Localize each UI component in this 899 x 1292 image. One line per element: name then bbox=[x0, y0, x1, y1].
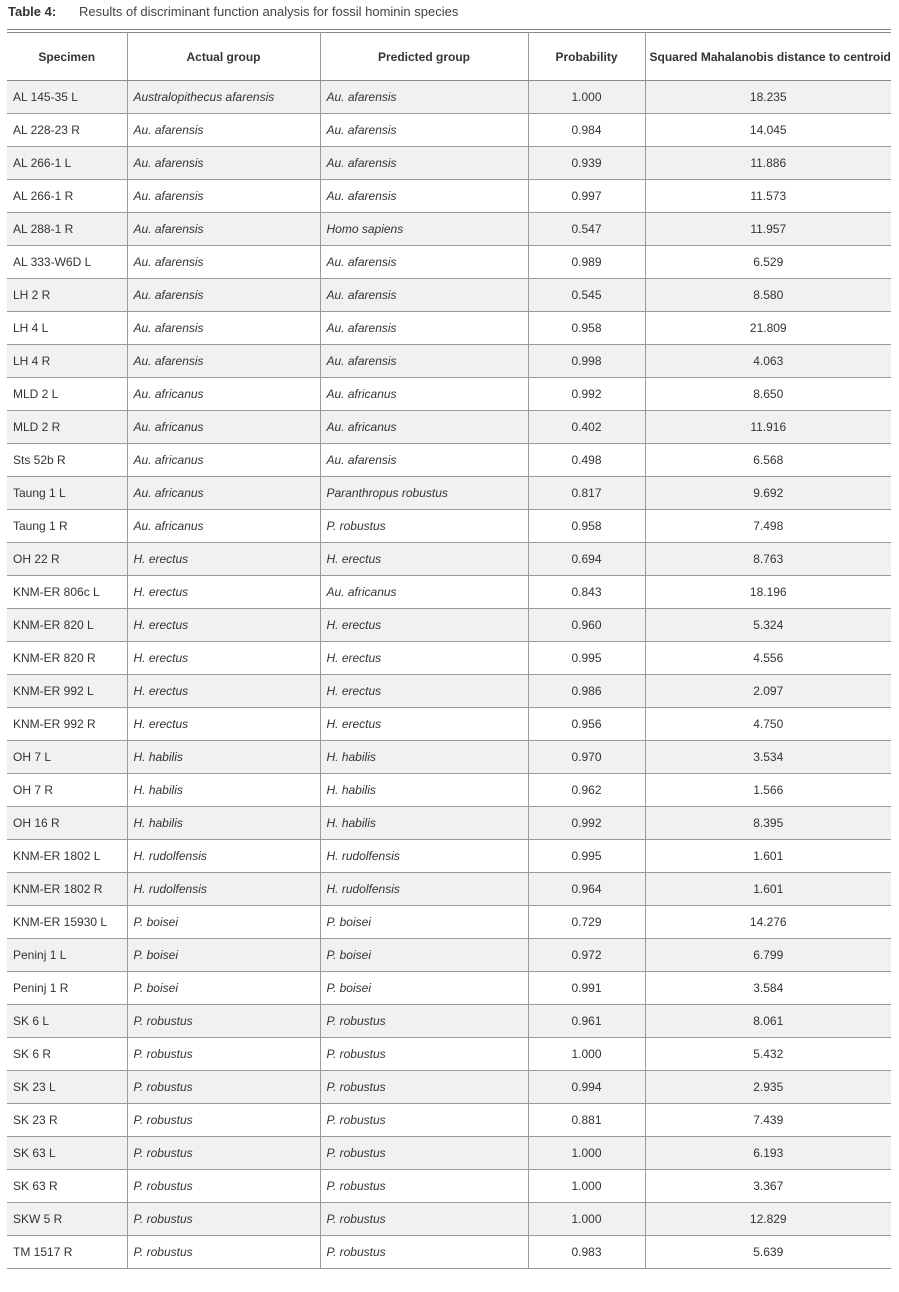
table-row bbox=[7, 741, 891, 774]
cell-predicted-group: Au. afarensis bbox=[320, 246, 528, 279]
table-row bbox=[7, 81, 891, 114]
cell-predicted-group: Au. afarensis bbox=[320, 81, 528, 114]
cell-distance: 3.534 bbox=[645, 741, 891, 774]
cell-probability: 0.545 bbox=[528, 279, 645, 312]
cell-distance: 9.692 bbox=[645, 477, 891, 510]
cell-distance: 12.829 bbox=[645, 1203, 891, 1236]
cell-distance: 5.639 bbox=[645, 1236, 891, 1269]
table-row bbox=[7, 939, 891, 972]
cell-specimen: KNM-ER 1802 R bbox=[7, 873, 127, 906]
cell-specimen: KNM-ER 806c L bbox=[7, 576, 127, 609]
cell-distance: 6.193 bbox=[645, 1137, 891, 1170]
cell-predicted-group: H. erectus bbox=[320, 675, 528, 708]
header-row bbox=[7, 33, 891, 81]
cell-actual-group: P. robustus bbox=[127, 1203, 320, 1236]
table-row bbox=[7, 906, 891, 939]
cell-actual-group: P. robustus bbox=[127, 1038, 320, 1071]
cell-probability: 0.843 bbox=[528, 576, 645, 609]
cell-actual-group: H. erectus bbox=[127, 576, 320, 609]
table-row bbox=[7, 1137, 891, 1170]
table-row bbox=[7, 312, 891, 345]
cell-predicted-group: Au. afarensis bbox=[320, 114, 528, 147]
cell-actual-group: H. erectus bbox=[127, 543, 320, 576]
cell-probability: 0.402 bbox=[528, 411, 645, 444]
cell-predicted-group: Au. afarensis bbox=[320, 345, 528, 378]
cell-predicted-group: Au. afarensis bbox=[320, 444, 528, 477]
cell-specimen: KNM-ER 15930 L bbox=[7, 906, 127, 939]
cell-specimen: AL 266-1 L bbox=[7, 147, 127, 180]
cell-specimen: TM 1517 R bbox=[7, 1236, 127, 1269]
cell-probability: 0.992 bbox=[528, 807, 645, 840]
cell-specimen: SK 6 R bbox=[7, 1038, 127, 1071]
cell-distance: 5.432 bbox=[645, 1038, 891, 1071]
cell-actual-group: H. habilis bbox=[127, 807, 320, 840]
table-row bbox=[7, 147, 891, 180]
cell-distance: 14.276 bbox=[645, 906, 891, 939]
cell-predicted-group: Au. afarensis bbox=[320, 279, 528, 312]
cell-actual-group: Au. africanus bbox=[127, 378, 320, 411]
cell-specimen: AL 333-W6D L bbox=[7, 246, 127, 279]
table-row bbox=[7, 1071, 891, 1104]
table-row bbox=[7, 279, 891, 312]
cell-distance: 11.957 bbox=[645, 213, 891, 246]
cell-probability: 1.000 bbox=[528, 1170, 645, 1203]
cell-probability: 0.998 bbox=[528, 345, 645, 378]
table-row bbox=[7, 411, 891, 444]
cell-specimen: OH 22 R bbox=[7, 543, 127, 576]
cell-predicted-group: P. robustus bbox=[320, 1038, 528, 1071]
cell-actual-group: Au. afarensis bbox=[127, 180, 320, 213]
cell-predicted-group: P. robustus bbox=[320, 1203, 528, 1236]
cell-specimen: Taung 1 R bbox=[7, 510, 127, 543]
cell-probability: 0.995 bbox=[528, 642, 645, 675]
cell-actual-group: P. robustus bbox=[127, 1137, 320, 1170]
cell-probability: 0.994 bbox=[528, 1071, 645, 1104]
table-row bbox=[7, 444, 891, 477]
cell-actual-group: H. rudolfensis bbox=[127, 840, 320, 873]
cell-predicted-group: Homo sapiens bbox=[320, 213, 528, 246]
cell-distance: 4.063 bbox=[645, 345, 891, 378]
cell-actual-group: Au. africanus bbox=[127, 477, 320, 510]
cell-specimen: SK 63 L bbox=[7, 1137, 127, 1170]
cell-predicted-group: H. habilis bbox=[320, 774, 528, 807]
top-rule bbox=[7, 29, 891, 30]
cell-predicted-group: H. erectus bbox=[320, 609, 528, 642]
cell-specimen: LH 4 R bbox=[7, 345, 127, 378]
cell-distance: 8.763 bbox=[645, 543, 891, 576]
cell-probability: 0.547 bbox=[528, 213, 645, 246]
table-title: Results of discriminant function analysis for fossil hominin species bbox=[79, 4, 459, 19]
cell-specimen: Sts 52b R bbox=[7, 444, 127, 477]
table-label: Table 4: bbox=[8, 4, 57, 19]
table-row bbox=[7, 1203, 891, 1236]
cell-specimen: OH 7 R bbox=[7, 774, 127, 807]
cell-predicted-group: P. robustus bbox=[320, 1104, 528, 1137]
cell-actual-group: Au. africanus bbox=[127, 411, 320, 444]
cell-specimen: LH 2 R bbox=[7, 279, 127, 312]
cell-probability: 0.958 bbox=[528, 510, 645, 543]
cell-probability: 0.881 bbox=[528, 1104, 645, 1137]
table-row bbox=[7, 114, 891, 147]
cell-distance: 3.367 bbox=[645, 1170, 891, 1203]
cell-distance: 18.235 bbox=[645, 81, 891, 114]
header-probability: Probability bbox=[528, 33, 645, 81]
cell-probability: 0.817 bbox=[528, 477, 645, 510]
cell-distance: 14.045 bbox=[645, 114, 891, 147]
table-row bbox=[7, 246, 891, 279]
cell-predicted-group: P. boisei bbox=[320, 906, 528, 939]
table-row bbox=[7, 609, 891, 642]
cell-actual-group: H. rudolfensis bbox=[127, 873, 320, 906]
cell-probability: 0.958 bbox=[528, 312, 645, 345]
cell-distance: 11.886 bbox=[645, 147, 891, 180]
cell-distance: 6.568 bbox=[645, 444, 891, 477]
cell-predicted-group: Au. afarensis bbox=[320, 147, 528, 180]
cell-predicted-group: P. robustus bbox=[320, 1071, 528, 1104]
cell-probability: 0.729 bbox=[528, 906, 645, 939]
table-caption bbox=[8, 3, 458, 21]
table-row bbox=[7, 510, 891, 543]
table-row bbox=[7, 345, 891, 378]
cell-probability: 0.961 bbox=[528, 1005, 645, 1038]
cell-actual-group: P. robustus bbox=[127, 1005, 320, 1038]
cell-distance: 3.584 bbox=[645, 972, 891, 1005]
cell-specimen: KNM-ER 992 L bbox=[7, 675, 127, 708]
cell-specimen: SK 6 L bbox=[7, 1005, 127, 1038]
cell-actual-group: H. habilis bbox=[127, 741, 320, 774]
cell-predicted-group: P. robustus bbox=[320, 1236, 528, 1269]
cell-actual-group: H. erectus bbox=[127, 609, 320, 642]
cell-predicted-group: Au. africanus bbox=[320, 378, 528, 411]
cell-distance: 4.556 bbox=[645, 642, 891, 675]
cell-probability: 0.960 bbox=[528, 609, 645, 642]
table-row bbox=[7, 576, 891, 609]
cell-specimen: Peninj 1 L bbox=[7, 939, 127, 972]
cell-predicted-group: Au. afarensis bbox=[320, 312, 528, 345]
cell-distance: 8.580 bbox=[645, 279, 891, 312]
cell-distance: 7.498 bbox=[645, 510, 891, 543]
cell-actual-group: Au. afarensis bbox=[127, 213, 320, 246]
cell-specimen: AL 266-1 R bbox=[7, 180, 127, 213]
header-actual-group: Actual group bbox=[127, 33, 320, 81]
table-row bbox=[7, 1170, 891, 1203]
table-row bbox=[7, 642, 891, 675]
cell-predicted-group: P. boisei bbox=[320, 939, 528, 972]
cell-predicted-group: Au. africanus bbox=[320, 576, 528, 609]
results-table bbox=[7, 33, 891, 1269]
cell-distance: 6.529 bbox=[645, 246, 891, 279]
cell-predicted-group: H. rudolfensis bbox=[320, 873, 528, 906]
cell-actual-group: H. erectus bbox=[127, 675, 320, 708]
cell-actual-group: Au. afarensis bbox=[127, 279, 320, 312]
cell-probability: 1.000 bbox=[528, 1203, 645, 1236]
table-row bbox=[7, 708, 891, 741]
table-row bbox=[7, 378, 891, 411]
cell-actual-group: H. erectus bbox=[127, 708, 320, 741]
cell-distance: 8.061 bbox=[645, 1005, 891, 1038]
cell-probability: 0.989 bbox=[528, 246, 645, 279]
cell-predicted-group: Au. afarensis bbox=[320, 180, 528, 213]
cell-predicted-group: H. erectus bbox=[320, 543, 528, 576]
cell-specimen: KNM-ER 992 R bbox=[7, 708, 127, 741]
cell-probability: 0.970 bbox=[528, 741, 645, 774]
table-row bbox=[7, 972, 891, 1005]
cell-specimen: LH 4 L bbox=[7, 312, 127, 345]
cell-actual-group: Au. afarensis bbox=[127, 345, 320, 378]
cell-probability: 1.000 bbox=[528, 81, 645, 114]
cell-distance: 8.650 bbox=[645, 378, 891, 411]
cell-distance: 2.935 bbox=[645, 1071, 891, 1104]
cell-probability: 0.498 bbox=[528, 444, 645, 477]
cell-distance: 4.750 bbox=[645, 708, 891, 741]
cell-predicted-group: P. robustus bbox=[320, 1170, 528, 1203]
header-predicted-group: Predicted group bbox=[320, 33, 528, 81]
cell-distance: 7.439 bbox=[645, 1104, 891, 1137]
cell-probability: 0.997 bbox=[528, 180, 645, 213]
cell-predicted-group: H. habilis bbox=[320, 807, 528, 840]
cell-actual-group: Au. africanus bbox=[127, 510, 320, 543]
cell-specimen: AL 228-23 R bbox=[7, 114, 127, 147]
cell-probability: 0.972 bbox=[528, 939, 645, 972]
cell-specimen: OH 16 R bbox=[7, 807, 127, 840]
cell-distance: 2.097 bbox=[645, 675, 891, 708]
cell-distance: 1.601 bbox=[645, 873, 891, 906]
cell-actual-group: Au. afarensis bbox=[127, 246, 320, 279]
cell-predicted-group: P. robustus bbox=[320, 510, 528, 543]
cell-actual-group: P. robustus bbox=[127, 1170, 320, 1203]
cell-specimen: Peninj 1 R bbox=[7, 972, 127, 1005]
cell-actual-group: P. boisei bbox=[127, 906, 320, 939]
cell-actual-group: Au. afarensis bbox=[127, 114, 320, 147]
table-row bbox=[7, 1038, 891, 1071]
cell-specimen: KNM-ER 820 L bbox=[7, 609, 127, 642]
cell-distance: 11.916 bbox=[645, 411, 891, 444]
cell-probability: 0.991 bbox=[528, 972, 645, 1005]
cell-specimen: Taung 1 L bbox=[7, 477, 127, 510]
cell-specimen: AL 288-1 R bbox=[7, 213, 127, 246]
cell-predicted-group: P. robustus bbox=[320, 1137, 528, 1170]
table-row bbox=[7, 543, 891, 576]
cell-actual-group: P. boisei bbox=[127, 939, 320, 972]
cell-specimen: SK 23 L bbox=[7, 1071, 127, 1104]
cell-distance: 18.196 bbox=[645, 576, 891, 609]
cell-probability: 0.964 bbox=[528, 873, 645, 906]
cell-probability: 0.939 bbox=[528, 147, 645, 180]
cell-specimen: MLD 2 R bbox=[7, 411, 127, 444]
cell-specimen: MLD 2 L bbox=[7, 378, 127, 411]
cell-probability: 0.956 bbox=[528, 708, 645, 741]
cell-distance: 11.573 bbox=[645, 180, 891, 213]
cell-probability: 1.000 bbox=[528, 1038, 645, 1071]
cell-predicted-group: H. habilis bbox=[320, 741, 528, 774]
cell-actual-group: Au. afarensis bbox=[127, 147, 320, 180]
cell-specimen: OH 7 L bbox=[7, 741, 127, 774]
cell-specimen: SKW 5 R bbox=[7, 1203, 127, 1236]
cell-specimen: SK 23 R bbox=[7, 1104, 127, 1137]
cell-predicted-group: Paranthropus robustus bbox=[320, 477, 528, 510]
cell-actual-group: Au. afarensis bbox=[127, 312, 320, 345]
table-row bbox=[7, 873, 891, 906]
cell-probability: 0.986 bbox=[528, 675, 645, 708]
cell-probability: 0.983 bbox=[528, 1236, 645, 1269]
cell-distance: 1.566 bbox=[645, 774, 891, 807]
cell-predicted-group: H. erectus bbox=[320, 642, 528, 675]
table-row bbox=[7, 213, 891, 246]
table-row bbox=[7, 675, 891, 708]
cell-distance: 21.809 bbox=[645, 312, 891, 345]
table-row bbox=[7, 1005, 891, 1038]
cell-actual-group: P. boisei bbox=[127, 972, 320, 1005]
cell-predicted-group: H. erectus bbox=[320, 708, 528, 741]
cell-predicted-group: P. robustus bbox=[320, 1005, 528, 1038]
table-body bbox=[7, 81, 891, 1269]
cell-probability: 0.995 bbox=[528, 840, 645, 873]
table-row bbox=[7, 807, 891, 840]
cell-specimen: KNM-ER 820 R bbox=[7, 642, 127, 675]
cell-probability: 1.000 bbox=[528, 1137, 645, 1170]
cell-probability: 0.992 bbox=[528, 378, 645, 411]
cell-probability: 0.962 bbox=[528, 774, 645, 807]
cell-actual-group: Au. africanus bbox=[127, 444, 320, 477]
cell-actual-group: H. erectus bbox=[127, 642, 320, 675]
cell-distance: 1.601 bbox=[645, 840, 891, 873]
cell-specimen: SK 63 R bbox=[7, 1170, 127, 1203]
cell-predicted-group: Au. africanus bbox=[320, 411, 528, 444]
cell-distance: 6.799 bbox=[645, 939, 891, 972]
cell-actual-group: H. habilis bbox=[127, 774, 320, 807]
cell-probability: 0.984 bbox=[528, 114, 645, 147]
header-specimen: Specimen bbox=[7, 33, 127, 81]
cell-predicted-group: H. rudolfensis bbox=[320, 840, 528, 873]
cell-specimen: KNM-ER 1802 L bbox=[7, 840, 127, 873]
cell-predicted-group: P. boisei bbox=[320, 972, 528, 1005]
table-row bbox=[7, 1104, 891, 1137]
cell-probability: 0.694 bbox=[528, 543, 645, 576]
table-row bbox=[7, 477, 891, 510]
table-row bbox=[7, 180, 891, 213]
header-distance: Squared Mahalanobis distance to centroid bbox=[645, 33, 891, 81]
table-row bbox=[7, 840, 891, 873]
cell-distance: 5.324 bbox=[645, 609, 891, 642]
cell-actual-group: P. robustus bbox=[127, 1071, 320, 1104]
cell-actual-group: P. robustus bbox=[127, 1104, 320, 1137]
cell-actual-group: P. robustus bbox=[127, 1236, 320, 1269]
table-row bbox=[7, 774, 891, 807]
cell-specimen: AL 145-35 L bbox=[7, 81, 127, 114]
cell-actual-group: Australopithecus afarensis bbox=[127, 81, 320, 114]
cell-distance: 8.395 bbox=[645, 807, 891, 840]
table-row bbox=[7, 1236, 891, 1269]
